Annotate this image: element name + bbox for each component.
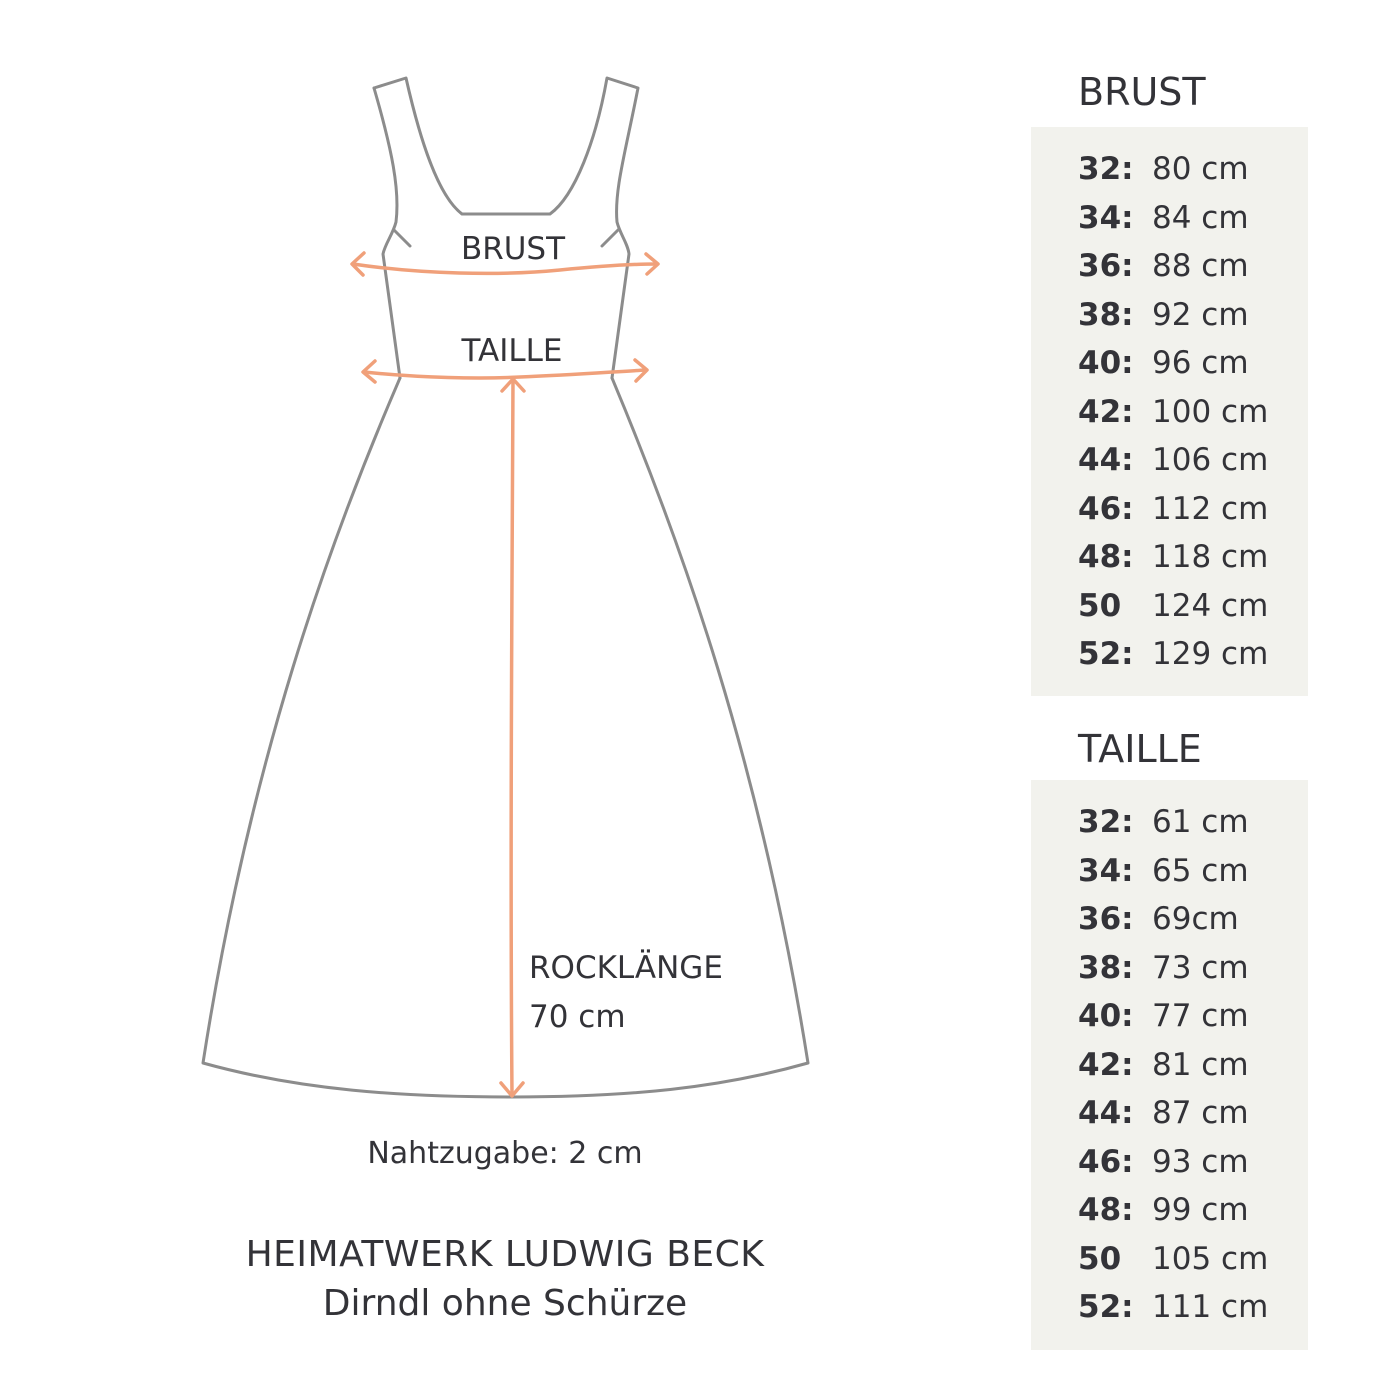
taille-measurement-value: 61 cm	[1152, 804, 1249, 840]
brust-size-table	[1031, 127, 1308, 696]
brust-table-heading: BRUST	[1078, 70, 1206, 114]
taille-size-number: 50	[1078, 1240, 1122, 1277]
brust-size-number: 34:	[1078, 199, 1134, 236]
taille-size-number: 52:	[1078, 1289, 1134, 1325]
taille-measurement-value: 111 cm	[1152, 1289, 1269, 1325]
taille-measurement-value: 65 cm	[1152, 852, 1249, 889]
taille-table-heading: TAILLE	[1078, 727, 1202, 771]
brust-size-number: 50	[1078, 587, 1122, 624]
brust-measurement-value: 92 cm	[1152, 296, 1249, 333]
taille-size-number: 38:	[1078, 949, 1134, 986]
brust-measurement-value: 106 cm	[1152, 442, 1269, 478]
taille-measurement-value: 77 cm	[1152, 998, 1249, 1034]
taille-measurement-value: 81 cm	[1152, 1046, 1249, 1083]
taille-size-number: 36:	[1078, 901, 1134, 937]
product-name: Dirndl ohne Schürze	[322, 1283, 688, 1324]
taille-size-number: 46:	[1078, 1143, 1134, 1180]
brust-size-number: 42:	[1078, 393, 1134, 430]
brust-size-number: 52:	[1078, 636, 1134, 672]
taille-figure-label: TAILLE	[461, 333, 563, 369]
taille-size-number: 44:	[1078, 1095, 1134, 1131]
taille-measurement-value: 87 cm	[1152, 1095, 1249, 1131]
taille-size-number: 34:	[1078, 852, 1134, 889]
taille-size-number: 42:	[1078, 1046, 1134, 1083]
brust-figure-label: BRUST	[460, 231, 566, 267]
rocklaenge-label: ROCKLÄNGE	[529, 950, 723, 986]
brust-measurement-value: 100 cm	[1152, 393, 1269, 430]
rocklaenge-value: 70 cm	[529, 999, 626, 1035]
brust-measurement-value: 96 cm	[1152, 345, 1249, 381]
brust-size-number: 48:	[1078, 539, 1134, 575]
brust-size-number: 40:	[1078, 345, 1134, 381]
seam-allowance-note: Nahtzugabe: 2 cm	[367, 1136, 643, 1171]
brust-size-number: 44:	[1078, 442, 1134, 478]
brust-measurement-value: 84 cm	[1152, 199, 1249, 236]
taille-size-number: 32:	[1078, 804, 1134, 840]
taille-measure-line	[364, 370, 646, 378]
rocklaenge-measure-line	[511, 379, 513, 1095]
brust-size-number: 32:	[1078, 151, 1134, 187]
brust-measurement-value: 80 cm	[1152, 151, 1249, 187]
right-dart-line	[602, 230, 618, 246]
brust-measurement-value: 118 cm	[1152, 539, 1269, 575]
taille-measurement-value: 93 cm	[1152, 1143, 1249, 1180]
taille-size-number: 48:	[1078, 1192, 1134, 1228]
taille-measurement-value: 99 cm	[1152, 1192, 1249, 1228]
taille-measurement-value: 105 cm	[1152, 1240, 1269, 1277]
brust-measurement-value: 88 cm	[1152, 248, 1249, 284]
taille-measurement-value: 69cm	[1152, 901, 1239, 937]
brust-measurement-value: 129 cm	[1152, 636, 1269, 672]
taille-size-number: 40:	[1078, 998, 1134, 1034]
brust-measurement-value: 112 cm	[1152, 490, 1269, 527]
taille-measurement-value: 73 cm	[1152, 949, 1249, 986]
brand-name: HEIMATWERK LUDWIG BECK	[245, 1234, 765, 1275]
dress-skirt-outline	[203, 378, 808, 1097]
brust-size-number: 46:	[1078, 490, 1134, 527]
left-dart-line	[394, 230, 410, 246]
brust-size-number: 38:	[1078, 296, 1134, 333]
brust-size-number: 36:	[1078, 248, 1134, 284]
taille-size-table	[1031, 780, 1308, 1350]
brust-measurement-value: 124 cm	[1152, 587, 1269, 624]
